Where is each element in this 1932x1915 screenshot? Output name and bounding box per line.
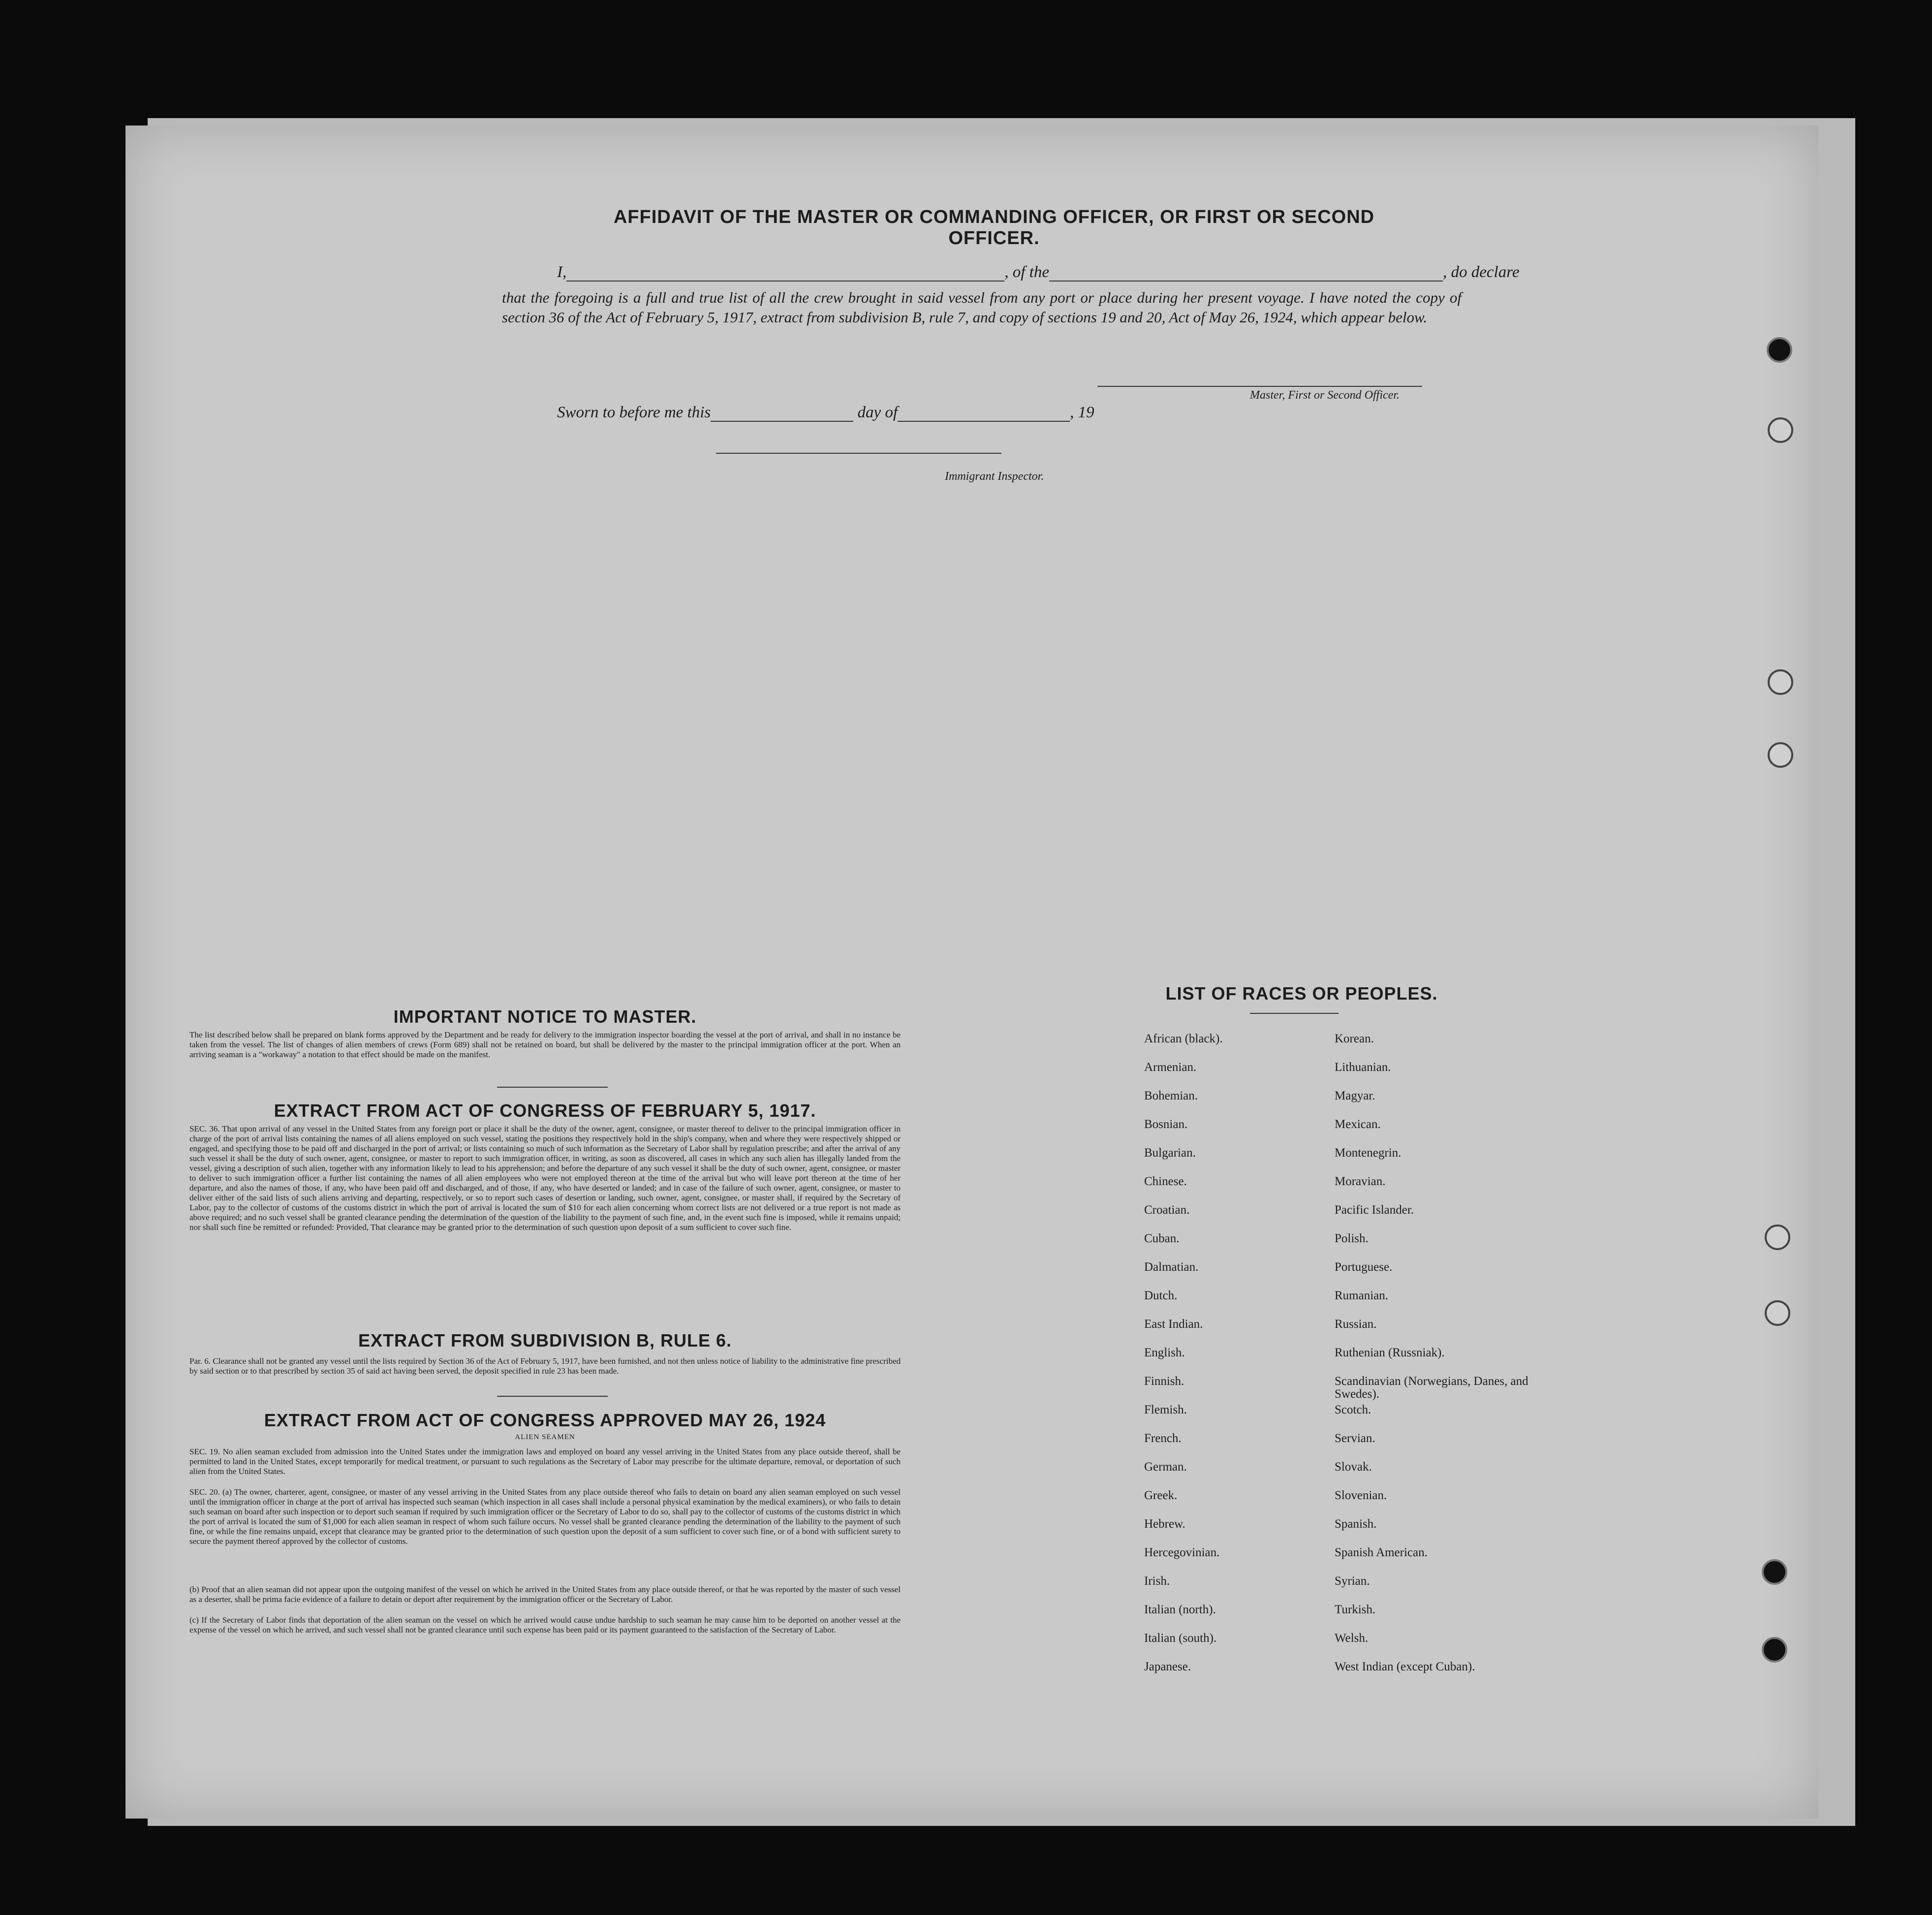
sworn-label: Sworn to before me this xyxy=(557,404,711,421)
race-item: Hebrew. xyxy=(1144,1517,1185,1531)
race-item: Dalmatian. xyxy=(1144,1260,1199,1274)
race-item: African (black). xyxy=(1144,1032,1223,1045)
binder-hole xyxy=(1762,1559,1787,1585)
races-title-rule xyxy=(1250,1013,1339,1014)
extract-1924-sec20c: (c) If the Secretary of Labor finds that deportation of the alien seaman on the vessel on which he arrived would cause undue hardship to such seaman he may cause him to be deported on another vessel at the expense of the vessel on which he arrived, and such vessel shall not be granted clearance until such expense has been paid or its payment guaranteed to the satisfaction of the Secretary of Labor. xyxy=(189,1615,901,1634)
binder-hole xyxy=(1762,1637,1787,1663)
affidavit-statement: that the foregoing is a full and true list of all the crew brought in said vessel from any port or place during her present voyage. I have noted the copy of section 36 of the Act of February 5, 1917, extract from subdivision B, rule 7, and copy of sections 19 and 20, Act of May 26, 1924, which appear below. xyxy=(502,289,1462,326)
master-signature-label: Master, First or Second Officer. xyxy=(1250,389,1400,402)
race-item: Spanish. xyxy=(1335,1517,1377,1531)
document-page xyxy=(125,126,1818,1819)
race-item: Magyar. xyxy=(1335,1089,1375,1102)
race-item: Greek. xyxy=(1144,1489,1178,1502)
binder-hole xyxy=(1765,1224,1790,1250)
race-item: Italian (north). xyxy=(1144,1603,1216,1616)
race-item: Pacific Islander. xyxy=(1335,1203,1414,1217)
races-title: LIST OF RACES OR PEOPLES. xyxy=(1165,983,1438,1004)
inspector-signature-line xyxy=(716,453,1001,454)
race-item: Japanese. xyxy=(1144,1660,1191,1673)
race-item: Croatian. xyxy=(1144,1203,1190,1217)
binder-hole xyxy=(1768,417,1793,443)
race-item: Dutch. xyxy=(1144,1289,1178,1302)
race-item: Flemish. xyxy=(1144,1403,1187,1416)
race-item: Slovenian. xyxy=(1335,1489,1387,1502)
binder-hole xyxy=(1768,669,1793,695)
name-blank xyxy=(566,281,1004,282)
race-item: Welsh. xyxy=(1335,1632,1369,1645)
extract-1924-title: EXTRACT FROM ACT OF CONGRESS APPROVED MAY 26, 1924 xyxy=(264,1410,826,1430)
race-item: Slovak. xyxy=(1335,1460,1372,1474)
extract-rule6-text: Par. 6. Clearance shall not be granted any vessel until the lists required by Section 36 of the Act of February 5, 1917, have been furnished, and not then unless notice of liability to the administrative fine prescribed by said section or to that prescribed by section 35 of said act having been served, the deposit specified in rule 23 has been made. xyxy=(189,1356,901,1376)
race-item: Syrian. xyxy=(1335,1574,1370,1588)
binder-hole xyxy=(1765,1300,1790,1326)
race-item: Italian (south). xyxy=(1144,1632,1217,1645)
section-divider xyxy=(497,1396,608,1397)
binder-hole xyxy=(1767,337,1792,363)
race-item: Bosnian. xyxy=(1144,1118,1188,1131)
inspector-signature-label: Immigrant Inspector. xyxy=(945,470,1044,483)
race-item: French. xyxy=(1144,1432,1182,1445)
extract-1917-title: EXTRACT FROM ACT OF CONGRESS OF FEBRUARY 5, 1917. xyxy=(274,1100,816,1121)
extract-1917-text: SEC. 36. That upon arrival of any vessel in the United States from any foreign port or place it shall be the duty of the owner, agent, consignee, or master thereof to deliver to the principal immigration officer in charge of the port of arrival lists containing the names of all aliens employed on such vessel, stating the positions they respectively hold in the ship's company, when and where they were respectively shipped or engaged, and specifying those to be paid off and discharged in the port of arrival; or lists containing so much of such information as the Secretary of Labor shall by regulation prescribe; and after the arrival of any such vessel it shall be the duty of such owner, agent, consignee, or master to report to such immigration officer, in writing, as soon as discovered, all cases in which any such alien has illegally landed from the vessel, giving a description of such alien, together with any information likely to lead to his apprehension; and before the departure of any such vessel it shall be the duty of such owner, agent, consignee, or master to deliver to such immigration officer a further list containing the names of all alien employees who were not employed thereon at the time of the arrival but who will leave port thereon at the time of her departure, and also the names of those, if any, who have been paid off and discharged, and of those, if any, who have deserted or landed; and in case of the failure of such owner, agent, consignee, or master to deliver either of the said lists of such aliens arriving and departing, respectively, or so to report such cases of desertion or landing, such owner, agent, consignee, or master shall, if required by the Secretary of Labor, pay to the collector of customs of the customs district in which the port of arrival is located the sum of $10 for each alien concerning whom correct lists are not delivered or a true report is not made as above required; and no such vessel shall be granted clearance pending the determination of the question of the liability to the payment of such fine, and, in the event such fine is imposed, while it remains unpaid; nor shall such fine be remitted or refunded: Provided, That clearance may be granted prior to the determination of such question upon deposit of a sum sufficient to cover such fine. xyxy=(189,1124,901,1232)
declare-label: , do declare xyxy=(1442,263,1520,281)
race-item: Ruthenian (Russniak). xyxy=(1335,1346,1445,1359)
race-item: Rumanian. xyxy=(1335,1289,1389,1302)
race-item: Bohemian. xyxy=(1144,1089,1198,1102)
race-item: Korean. xyxy=(1335,1032,1374,1045)
race-item: Scotch. xyxy=(1335,1403,1371,1416)
race-item: Armenian. xyxy=(1144,1061,1197,1074)
affidavit-title: AFFIDAVIT OF THE MASTER OR COMMANDING OFFICER, OR FIRST OR SECOND OFFICER. xyxy=(613,207,1375,249)
race-item: Portuguese. xyxy=(1335,1260,1393,1274)
race-item: Russian. xyxy=(1335,1318,1377,1331)
race-item: Polish. xyxy=(1335,1232,1369,1245)
extract-1924-sec19: SEC. 19. No alien seaman excluded from admission into the United States under the immigration laws and employed on board any vessel arriving in the United States from any place outside thereof, shall be permitted to land in the United States, except temporarily for medical treatment, or pursuant to such regulations as the Secretary of Labor may prescribe for the ultimate departure, removal, or deportation of such alien from the United States. xyxy=(189,1447,901,1476)
race-item: Moravian. xyxy=(1335,1175,1386,1188)
race-item: Cuban. xyxy=(1144,1232,1180,1245)
race-item: Lithuanian. xyxy=(1335,1061,1391,1074)
race-item: Hercegovinian. xyxy=(1144,1546,1220,1559)
binder-hole xyxy=(1768,742,1793,768)
race-item: Servian. xyxy=(1335,1432,1375,1445)
race-item: Irish. xyxy=(1144,1574,1170,1588)
notice-text: The list described below shall be prepared on blank forms approved by the Department and be ready for delivery to the immigration inspector boarding the vessel at the port of arrival, and shall in no instance be taken from the vessel. The list of changes of alien members of crews (Form 689) shall not be retained on board, but shall be delivered by the master to the principal immigration officer at the port. When an arriving seaman is a "workaway" a notation to that effect should be made on the manifest. xyxy=(189,1030,901,1059)
races-right-column xyxy=(1335,1033,1541,1689)
of-the-label: , of the xyxy=(1004,263,1049,281)
extract-rule6-title: EXTRACT FROM SUBDIVISION B, RULE 6. xyxy=(358,1330,732,1350)
race-item: West Indian (except Cuban). xyxy=(1335,1660,1475,1673)
sworn-line xyxy=(557,404,1094,422)
master-signature-line xyxy=(1097,386,1422,387)
day-of-label: day of xyxy=(857,404,898,421)
race-item: Turkish. xyxy=(1335,1603,1376,1616)
notice-title: IMPORTANT NOTICE TO MASTER. xyxy=(393,1006,697,1027)
race-item: Spanish American. xyxy=(1335,1546,1428,1559)
vessel-blank xyxy=(1049,281,1443,282)
declarant-label: I, xyxy=(557,263,567,281)
sworn-month-blank xyxy=(898,421,1070,422)
alien-seamen-subtitle: ALIEN SEAMEN xyxy=(515,1433,575,1441)
extract-1924-sec20a: SEC. 20. (a) The owner, charterer, agent, consignee, or master of any vessel arriving in the United States from any place outside thereof who fails to detain on board any alien seaman employed on such vessel until the immigration officer in charge at the port of arrival has inspected such seaman (which inspection in all cases shall include a personal physical examination by the medical examiners), or who fails to detain such seaman on board after such inspection or to deport such seaman if required by such immigration officer or the Secretary of Labor to do so, shall pay to the collector of customs of the customs district in which the port of arrival is located the sum of $1,000 for each alien seaman in respect of whom such failure occurs. No vessel shall be granted clearance pending the determination of the liability to the payment of such fine, or while the fine remains unpaid, except that clearance may be granted prior to the determination of such question upon the deposit of a sum sufficient to cover such fine, or of a bond with sufficient surety to secure the payment thereof approved by the collector of customs. xyxy=(189,1487,901,1546)
race-item: German. xyxy=(1144,1460,1187,1474)
year-label: , 19 xyxy=(1070,404,1094,421)
section-divider xyxy=(497,1087,608,1088)
extract-1924-sec20b: (b) Proof that an alien seaman did not appear upon the outgoing manifest of the vessel on which he arrived in the United States from any place outside thereof, or that he was reported by the master of such vessel as a deserter, shall be prima facie evidence of a failure to detain or deport after requirement by the immigration officer or the Secretary of Labor. xyxy=(189,1585,901,1604)
race-item: English. xyxy=(1144,1346,1185,1359)
sworn-day-blank xyxy=(711,421,853,422)
race-item: Bulgarian. xyxy=(1144,1146,1196,1160)
race-item: Mexican. xyxy=(1335,1118,1381,1131)
race-item: Chinese. xyxy=(1144,1175,1187,1188)
race-item: East Indian. xyxy=(1144,1318,1203,1331)
race-item: Finnish. xyxy=(1144,1375,1184,1388)
race-item: Montenegrin. xyxy=(1335,1146,1402,1160)
declaration-line xyxy=(557,263,1519,282)
race-item: Scandinavian (Norwegians, Danes, and Swedes). xyxy=(1335,1375,1528,1401)
